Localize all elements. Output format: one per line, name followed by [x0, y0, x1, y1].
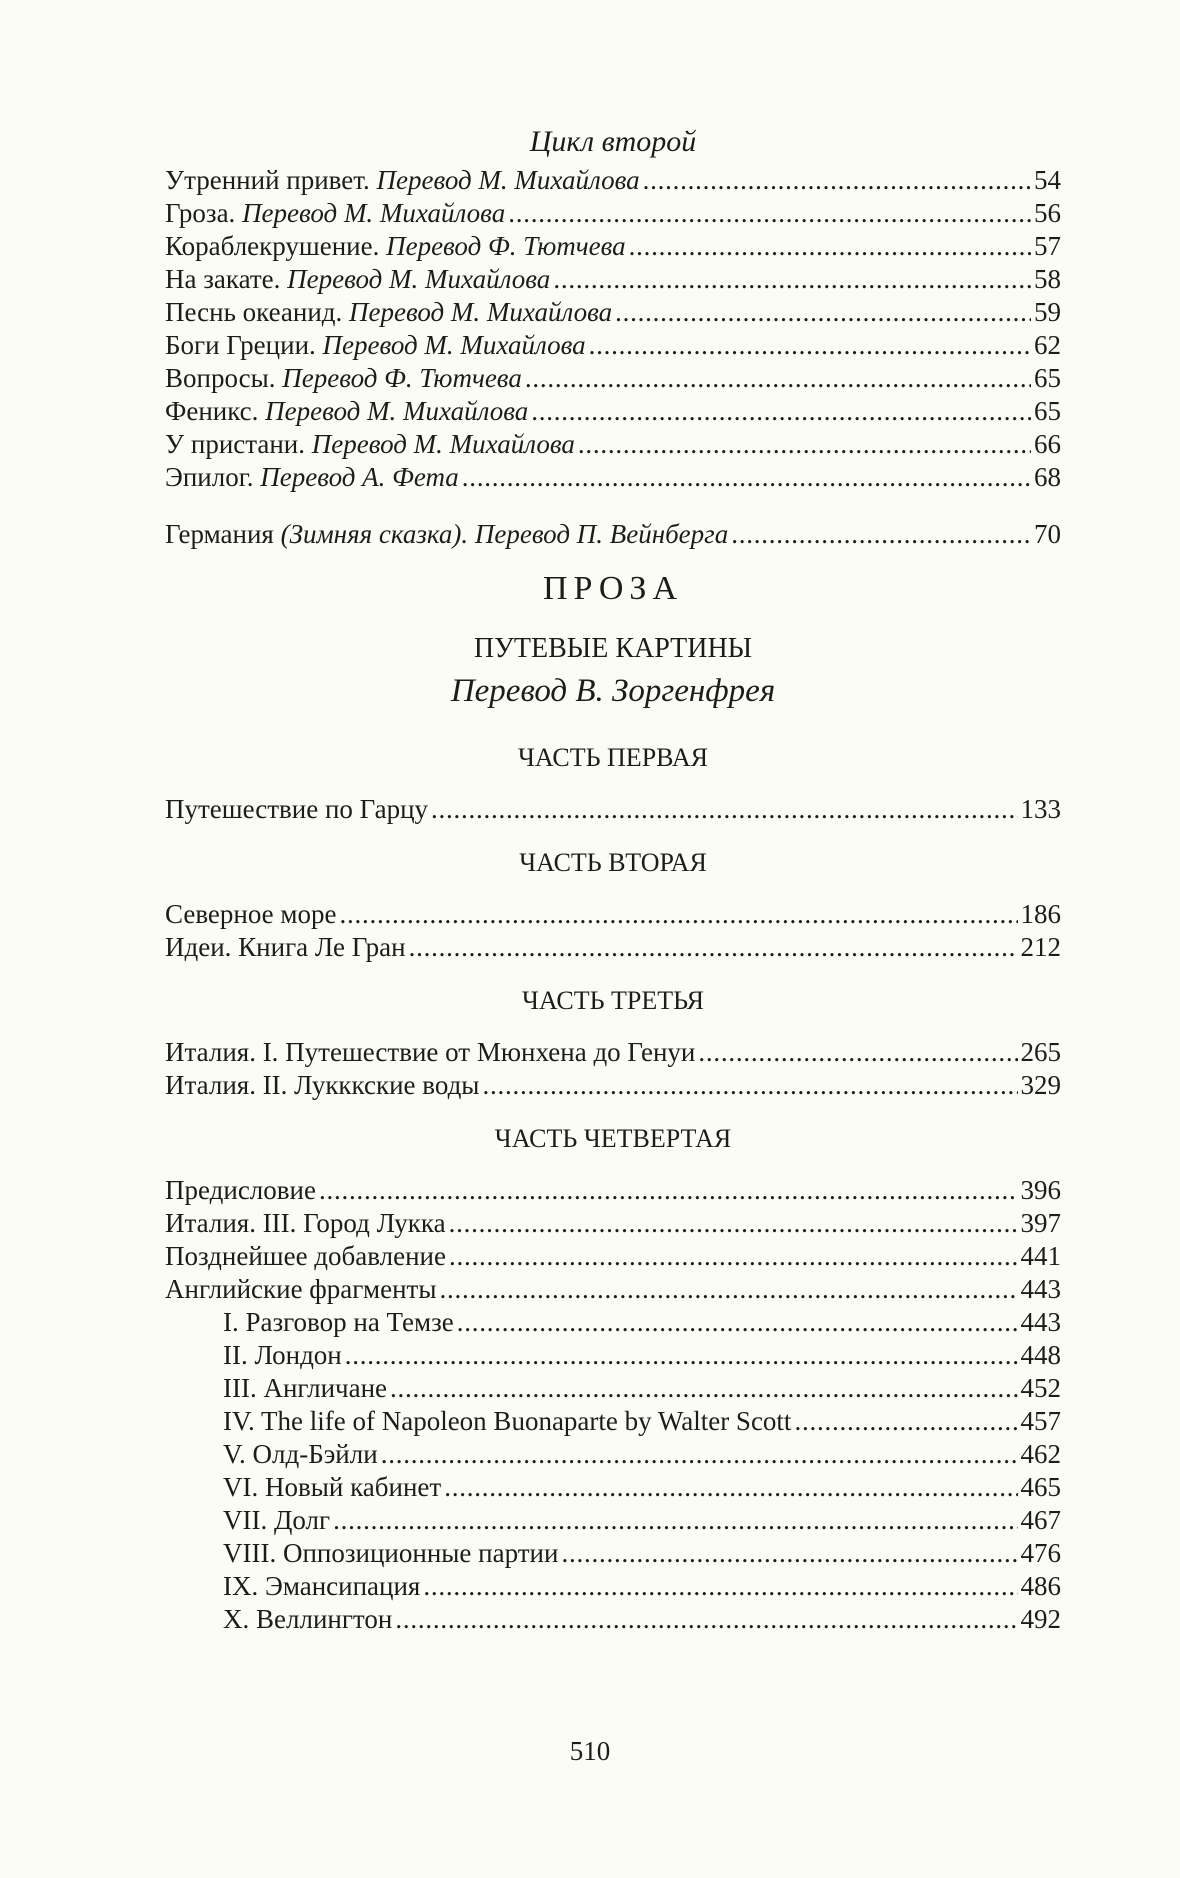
entry-title: Позднейшее добавление — [165, 1241, 446, 1271]
dot-leader — [508, 197, 1031, 230]
toc-entry — [165, 296, 1061, 329]
toc-entry — [165, 1273, 1061, 1306]
dot-leader — [553, 263, 1031, 296]
entry-title: Италия. III. Город Лукка — [165, 1208, 446, 1238]
dot-leader — [794, 1405, 1017, 1438]
dot-leader — [482, 1069, 1017, 1102]
toc-sub-entry — [165, 1372, 1061, 1405]
dot-leader — [449, 1207, 1018, 1240]
entry-page: 56 — [1034, 198, 1061, 228]
toc-entry-germany — [165, 518, 1061, 551]
entry-title: Песнь океанид. Перевод М. Михайлова — [165, 297, 613, 327]
toc-sub-entry — [165, 1570, 1061, 1603]
toc-entry — [165, 395, 1061, 428]
entry-title: Идеи. Книга Ле Гран — [165, 932, 406, 962]
entry-page: 452 — [1020, 1373, 1061, 1403]
toc-entry — [165, 164, 1061, 197]
entry-translator: Перевод М. Михайлова — [287, 264, 551, 294]
entry-page: 396 — [1020, 1175, 1061, 1205]
entry-title: Английские фрагменты — [165, 1274, 437, 1304]
table-of-contents — [165, 118, 1061, 1636]
entry-title: III. Англичане — [223, 1373, 388, 1403]
entry-translator: Перевод М. Михайлова — [242, 198, 506, 228]
entry-page: 448 — [1020, 1340, 1061, 1370]
entry-translator: Перевод А. Фета — [260, 462, 459, 492]
entry-page: 70 — [1034, 519, 1061, 549]
section-title: ПУТЕВЫЕ КАРТИНЫ — [473, 633, 753, 664]
part-heading: ЧАСТЬ ВТОРАЯ — [519, 848, 707, 877]
entry-translator: Перевод М. Михайлова — [265, 396, 529, 426]
toc-entry — [165, 1036, 1061, 1069]
entry-page: 329 — [1020, 1070, 1061, 1100]
entry-page: 57 — [1034, 231, 1061, 261]
toc-entry — [165, 1069, 1061, 1102]
entry-page: 457 — [1020, 1406, 1061, 1436]
entry-page: 397 — [1020, 1208, 1061, 1238]
toc-entry — [165, 793, 1061, 826]
dot-leader — [457, 1306, 1018, 1339]
entry-title: V. Олд-Бэйли — [223, 1439, 378, 1469]
entry-translator: Перевод М. Михайлова — [376, 165, 640, 195]
dot-leader — [525, 362, 1031, 395]
toc-sub-entry — [165, 1471, 1061, 1504]
entry-title: I. Разговор на Темзе — [223, 1307, 454, 1337]
toc-entry — [165, 428, 1061, 461]
dot-leader — [578, 428, 1031, 461]
entry-title: Италия. II. Лукккские воды — [165, 1070, 480, 1100]
dot-leader — [339, 898, 1017, 931]
toc-entry — [165, 197, 1061, 230]
entry-title: Северное море — [165, 899, 337, 929]
entry-title: Италия. I. Путешествие от Мюнхена до Генуи — [165, 1037, 696, 1067]
entry-title: VII. Долг — [223, 1505, 331, 1535]
dot-leader — [462, 461, 1031, 494]
entry-page: 441 — [1020, 1241, 1061, 1271]
dot-leader — [643, 164, 1031, 197]
dot-leader — [615, 296, 1031, 329]
toc-entry — [165, 1207, 1061, 1240]
dot-leader — [629, 230, 1031, 263]
toc-sub-entry — [165, 1603, 1061, 1636]
toc-entry — [165, 898, 1061, 931]
toc-sub-entry — [165, 1537, 1061, 1570]
part-heading: ЧАСТЬ ЧЕТВЕРТАЯ — [494, 1124, 732, 1153]
dot-leader — [395, 1603, 1017, 1636]
dot-leader — [449, 1240, 1018, 1273]
toc-sub-entry — [165, 1339, 1061, 1372]
dot-leader — [423, 1570, 1017, 1603]
dot-leader — [531, 395, 1031, 428]
entry-title: Гроза. Перевод М. Михайлова — [165, 198, 506, 228]
part-heading: ЧАСТЬ ПЕРВАЯ — [518, 743, 708, 772]
entry-page: 58 — [1034, 264, 1061, 294]
entry-page: 54 — [1034, 165, 1061, 195]
toc-entry — [165, 461, 1061, 494]
toc-sub-entry — [165, 1306, 1061, 1339]
entry-page: 62 — [1034, 330, 1061, 360]
entry-title: Кораблекрушение. Перевод Ф. Тютчева — [165, 231, 626, 261]
entry-title: VIII. Оппозиционные партии — [223, 1538, 559, 1568]
dot-leader — [698, 1036, 1017, 1069]
entry-page: 476 — [1020, 1538, 1061, 1568]
entry-translator: Перевод Ф. Тютчева — [386, 231, 626, 261]
entry-translator: Перевод Ф. Тютчева — [282, 363, 522, 393]
entry-page: 65 — [1034, 396, 1061, 426]
prose-heading: ПРОЗА — [542, 570, 684, 607]
toc-entry — [165, 362, 1061, 395]
entry-title: У пристани. Перевод М. Михайлова — [165, 429, 575, 459]
entry-subtitle: (Зимняя сказка). Перевод П. Вейнберга — [280, 519, 729, 549]
entry-page: 265 — [1020, 1037, 1061, 1067]
entry-page: 212 — [1020, 932, 1061, 962]
entry-title: IV. The life of Napoleon Buonaparte by Walter Scott — [223, 1406, 792, 1436]
dot-leader — [431, 793, 1017, 826]
cycle-heading: Цикл второй — [529, 125, 697, 158]
entry-title: Предисловие — [165, 1175, 316, 1205]
entry-page: 465 — [1020, 1472, 1061, 1502]
toc-entry — [165, 263, 1061, 296]
entry-page: 467 — [1020, 1505, 1061, 1535]
toc-entry — [165, 329, 1061, 362]
dot-leader — [345, 1339, 1018, 1372]
entry-page: 65 — [1034, 363, 1061, 393]
dot-leader — [390, 1372, 1017, 1405]
entry-translator: Перевод М. Михайлова — [322, 330, 586, 360]
entry-title: Германия (Зимняя сказка). Перевод П. Вейнберга — [165, 519, 729, 549]
entry-title: IX. Эмансипация — [223, 1571, 421, 1601]
dot-leader — [319, 1174, 1018, 1207]
toc-entry — [165, 931, 1061, 964]
entry-title: На закате. Перевод М. Михайлова — [165, 264, 551, 294]
entry-title: Путешествие по Гарцу — [165, 794, 429, 824]
entry-page: 133 — [1020, 794, 1061, 824]
toc-sub-entry — [165, 1438, 1061, 1471]
toc-entry — [165, 1240, 1061, 1273]
entry-translator: Перевод М. Михайлова — [311, 429, 575, 459]
entry-page: 66 — [1034, 429, 1061, 459]
dot-leader — [381, 1438, 1018, 1471]
toc-entry — [165, 230, 1061, 263]
section-translator: Перевод В. Зоргенфрея — [450, 673, 776, 709]
toc-sub-entry — [165, 1504, 1061, 1537]
entry-page: 486 — [1020, 1571, 1061, 1601]
entry-page: 492 — [1020, 1604, 1061, 1634]
dot-leader — [444, 1471, 1017, 1504]
entry-page: 462 — [1020, 1439, 1061, 1469]
entry-title: X. Веллингтон — [223, 1604, 393, 1634]
entry-title: Эпилог. Перевод А. Фета — [165, 462, 459, 492]
page-number: 510 — [569, 1736, 611, 1766]
toc-sub-entry — [165, 1405, 1061, 1438]
dot-leader — [589, 329, 1031, 362]
toc-entry — [165, 1174, 1061, 1207]
entry-title: Утренний привет. Перевод М. Михайлова — [165, 165, 640, 195]
entry-title: Боги Греции. Перевод М. Михайлова — [165, 330, 586, 360]
dot-leader — [731, 518, 1031, 551]
entry-page: 186 — [1020, 899, 1061, 929]
entry-title: VI. Новый кабинет — [223, 1472, 442, 1502]
entry-translator: Перевод М. Михайлова — [349, 297, 613, 327]
entry-title: II. Лондон — [223, 1340, 342, 1370]
part-heading: ЧАСТЬ ТРЕТЬЯ — [521, 986, 705, 1015]
dot-leader — [333, 1504, 1017, 1537]
dot-leader — [409, 931, 1018, 964]
entry-title: Вопросы. Перевод Ф. Тютчева — [165, 363, 522, 393]
dot-leader — [561, 1537, 1017, 1570]
entry-page: 59 — [1034, 297, 1061, 327]
entry-title: Феникс. Перевод М. Михайлова — [165, 396, 529, 426]
dot-leader — [439, 1273, 1017, 1306]
entry-page: 68 — [1034, 462, 1061, 492]
entry-page: 443 — [1020, 1274, 1061, 1304]
entry-page: 443 — [1020, 1307, 1061, 1337]
